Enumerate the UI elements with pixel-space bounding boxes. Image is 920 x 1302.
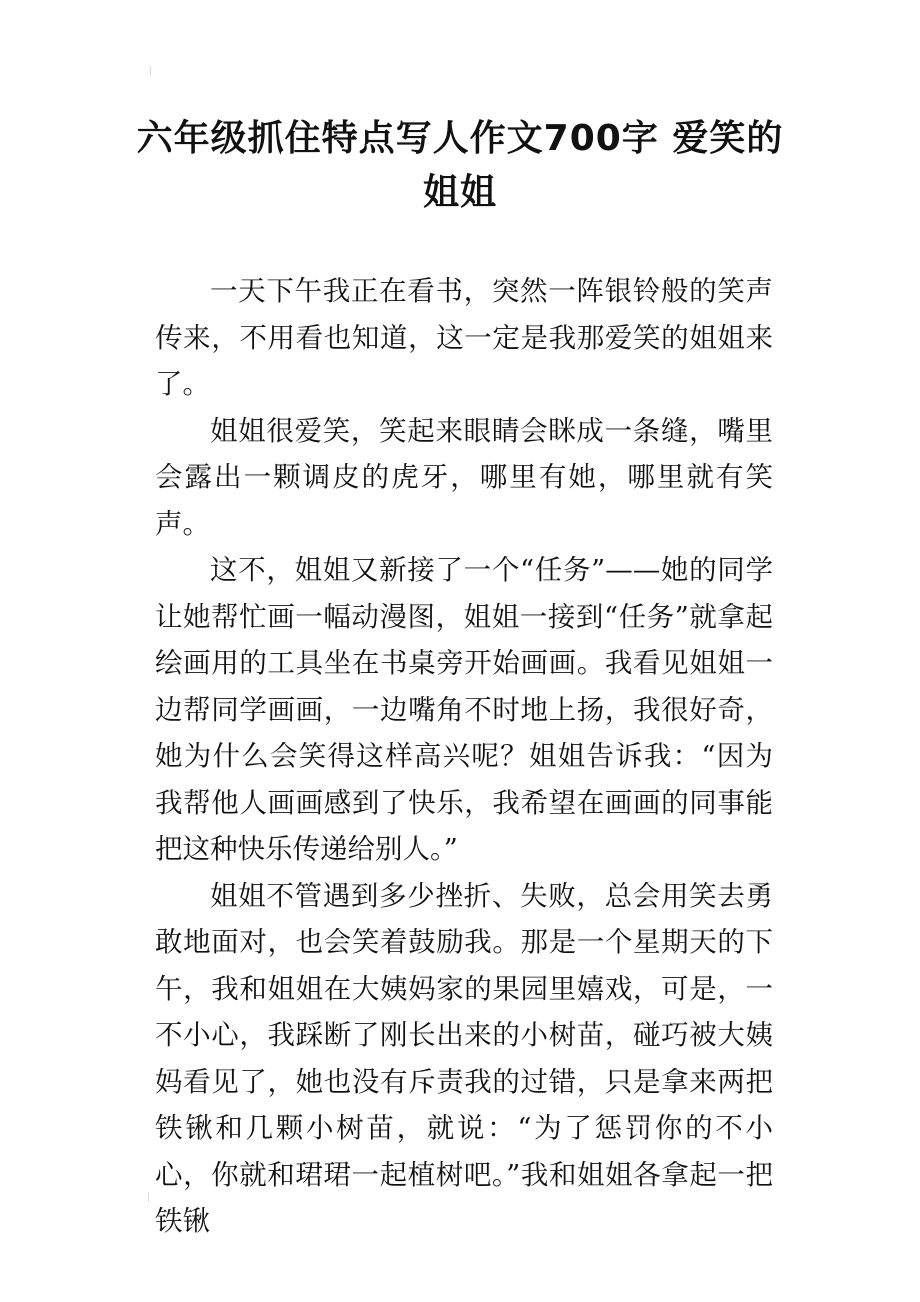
paragraph: 姐姐不管遇到多少挫折、失败，总会用笑去勇敢地面对，也会笑着鼓励我。那是一个星期天的下午，我和姐姐在大姨妈家的果园里嬉戏，可是，一不小心，我踩断了刚长出来的小树苗，碰巧被大姨妈看见了，她也没有斥责我的过错，只是拿来两把铁锹和几颗小树苗，就说：“为了惩罚你的不小心，你就和珺珺一起植树吧。”我和姐姐各拿起一把铁锹 bbox=[155, 879, 773, 1237]
paragraph: 一天下午我正在看书，突然一阵银铃般的笑声传来，不用看也知道，这一定是我那爱笑的姐姐来了。 bbox=[155, 275, 773, 400]
paragraph: 这不，姐姐又新接了一个“任务”——她的同学让她帮忙画一幅动漫图，姐姐一接到“任务”就拿起绘画用的工具坐在书桌旁开始画画。我看见姐姐一边帮同学画画，一边嘴角不时地上扬，我很好奇，她为什么会笑得这样高兴呢？姐姐告诉我：“因为我帮他人画画感到了快乐，我希望在画画的同事能把这种快乐传递给别人。” bbox=[155, 554, 773, 865]
page-corner-mark bbox=[150, 66, 157, 76]
paragraph: 姐姐很爱笑，笑起来眼睛会眯成一条缝，嘴里会露出一颗调皮的虎牙，哪里有她，哪里就有笑声。 bbox=[155, 414, 773, 540]
page-title: 六年级抓住特点写人作文700字 爱笑的姐姐 bbox=[136, 118, 784, 213]
page-corner-mark bbox=[148, 1192, 155, 1202]
article-body bbox=[155, 268, 773, 1245]
